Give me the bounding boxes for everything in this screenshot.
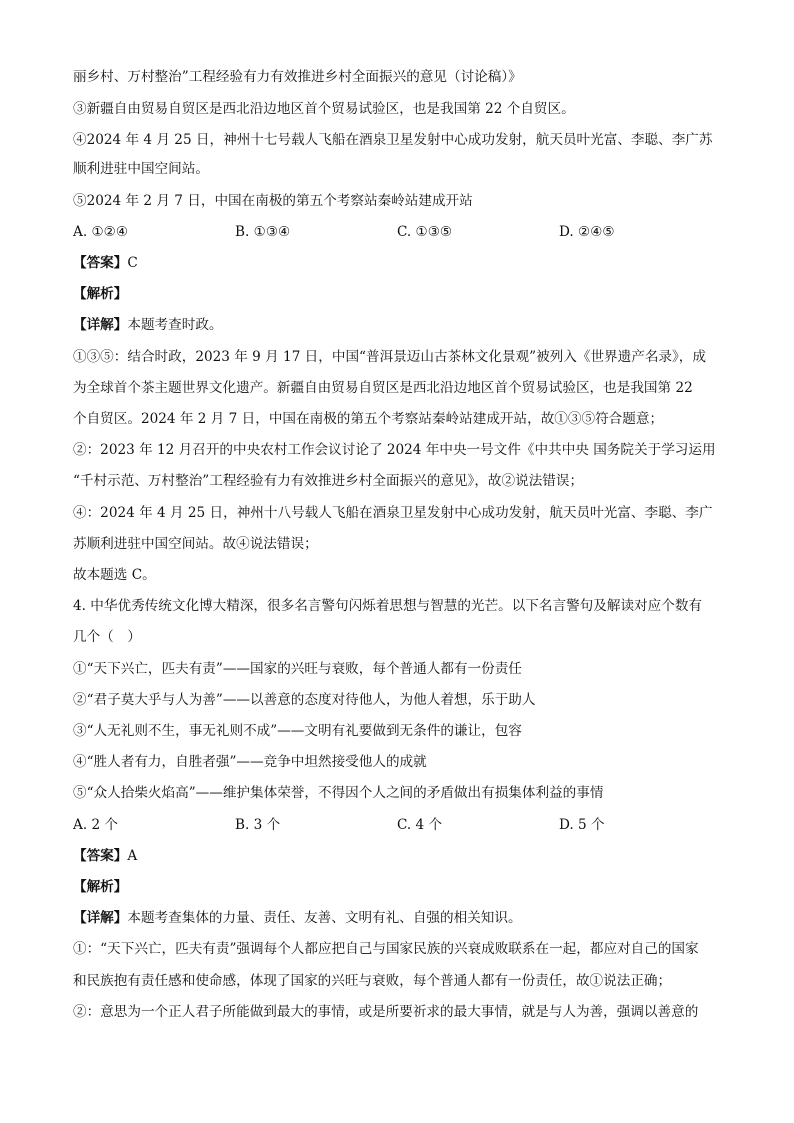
q3-options [73,221,725,243]
detail-label: 【详解】 [73,910,128,926]
q4-option-c: C. 4 个 [397,817,443,833]
q4-option-a: A. 2 个 [73,817,119,833]
q3-option-a: A. ①②④ [73,224,129,240]
q3-option-c: C. ①③⑤ [397,224,453,240]
analysis-label: 【解析】 [73,286,128,302]
q3-text-line: 丽乡村、万村整治”工程经验有力有效推进乡村全面振兴的意见（讨论稿）》 [73,69,522,85]
q3-text-line: ⑤2024 年 2 月 7 日，中国在南极的第五个考察站秦岭站建成开站 [73,193,473,209]
q4-stem-line: 几个（ ） [73,629,141,645]
q4-analysis-heading [73,876,725,898]
analysis-label: 【解析】 [73,879,128,895]
q3-detail-line [73,314,725,336]
q3-text-line: ③新疆自由贸易自贸区是西北沿边地区首个贸易试验区，也是我国第 22 个自贸区。 [73,101,575,117]
q3-detail-line: “千村示范、万村整治”工程经验有力有效推进乡村全面振兴的意见》，故②说法错误； [73,473,584,489]
answer-value: A [127,848,138,864]
detail-label: 【详解】 [73,317,128,333]
q4-options [73,814,725,836]
q4-item: ②“君子莫大乎与人为善”——以善意的态度对待他人，为他人着想，乐于助人 [73,692,536,708]
q3-detail-line: 故本题选 C。 [73,567,156,583]
answer-label: 【答案】 [73,848,128,864]
detail-text: 本题考查时政。 [127,317,223,333]
q4-answer [73,845,725,867]
detail-text: 本题考查集体的力量、责任、友善、文明有礼、自强的相关知识。 [127,910,522,926]
q4-option-b: B. 3 个 [235,817,281,833]
q3-detail-line: 为全球首个茶主题世界文化遗产。新疆自由贸易自贸区是西北沿边地区首个贸易试验区，也是我国第 22 [73,380,693,396]
q4-stem-line: 4. 中华优秀传统文化博大精深，很多名言警句闪烁着思想与智慧的光芒。以下名言警句及解读对应个数有 [73,598,703,614]
answer-label: 【答案】 [73,255,128,271]
q4-item: ①“天下兴亡，匹夫有责”——国家的兴旺与衰败，每个普通人都有一份责任 [73,661,522,677]
q4-detail-line: 和民族抱有责任感和使命感，体现了国家的兴旺与衰败，每个普通人都有一份责任，故①说法正确； [73,973,672,989]
q3-detail-line: 个自贸区。2024 年 2 月 7 日，中国在南极的第五个考察站秦岭站建成开站，故①③⑤符合题意； [73,411,664,427]
q3-text-line: 顺利进驻中国空间站。 [73,161,209,177]
answer-value: C [127,255,138,271]
q4-detail-line: ①：“天下兴亡，匹夫有责”强调每个人都应把自己与国家民族的兴衰成败联系在一起，都应对自己的国家 [73,941,699,957]
q3-option-d: D. ②④⑤ [559,224,615,240]
q3-detail-line: ④：2024 年 4 月 25 日，神州十八号载人飞船在酒泉卫星发射中心成功发射，航天员叶光富、李聪、李广 [73,505,713,521]
q3-answer [73,252,725,274]
q4-option-d: D. 5 个 [559,817,605,833]
q4-detail-line [73,907,725,929]
q3-detail-line: ①③⑤：结合时政，2023 年 9 月 17 日，中国“普洱景迈山古茶林文化景观”被列入《世界遗产名录》，成 [73,349,706,365]
q3-option-b: B. ①③④ [235,224,291,240]
q4-detail-line: ②：意思为一个正人君子所能做到最大的事情，或是所要祈求的最大事情，就是与人为善，强调以善意的 [73,1004,699,1020]
q4-item: ⑤“众人拾柴火焰高”——维护集体荣誉，不得因个人之间的矛盾做出有损集体利益的事情 [73,785,604,801]
q4-item: ④“胜人者有力，自胜者强”——竞争中坦然接受他人的成就 [73,754,427,770]
q4-item: ③“人无礼则不生，事无礼则不成”——文明有礼要做到无条件的谦让，包容 [73,723,522,739]
q3-analysis-heading [73,283,725,305]
q3-detail-line: 苏顺利进驻中国空间站。故④说法错误； [73,536,318,552]
q3-text-line: ④2024 年 4 月 25 日，神州十七号载人飞船在酒泉卫星发射中心成功发射，航天员叶光富、李聪、李广苏 [73,132,713,148]
q3-detail-line: ②：2023 年 12 月召开的中央农村工作会议讨论了 2024 年中央一号文件《中共中央 国务院关于学习运用 [73,442,716,458]
